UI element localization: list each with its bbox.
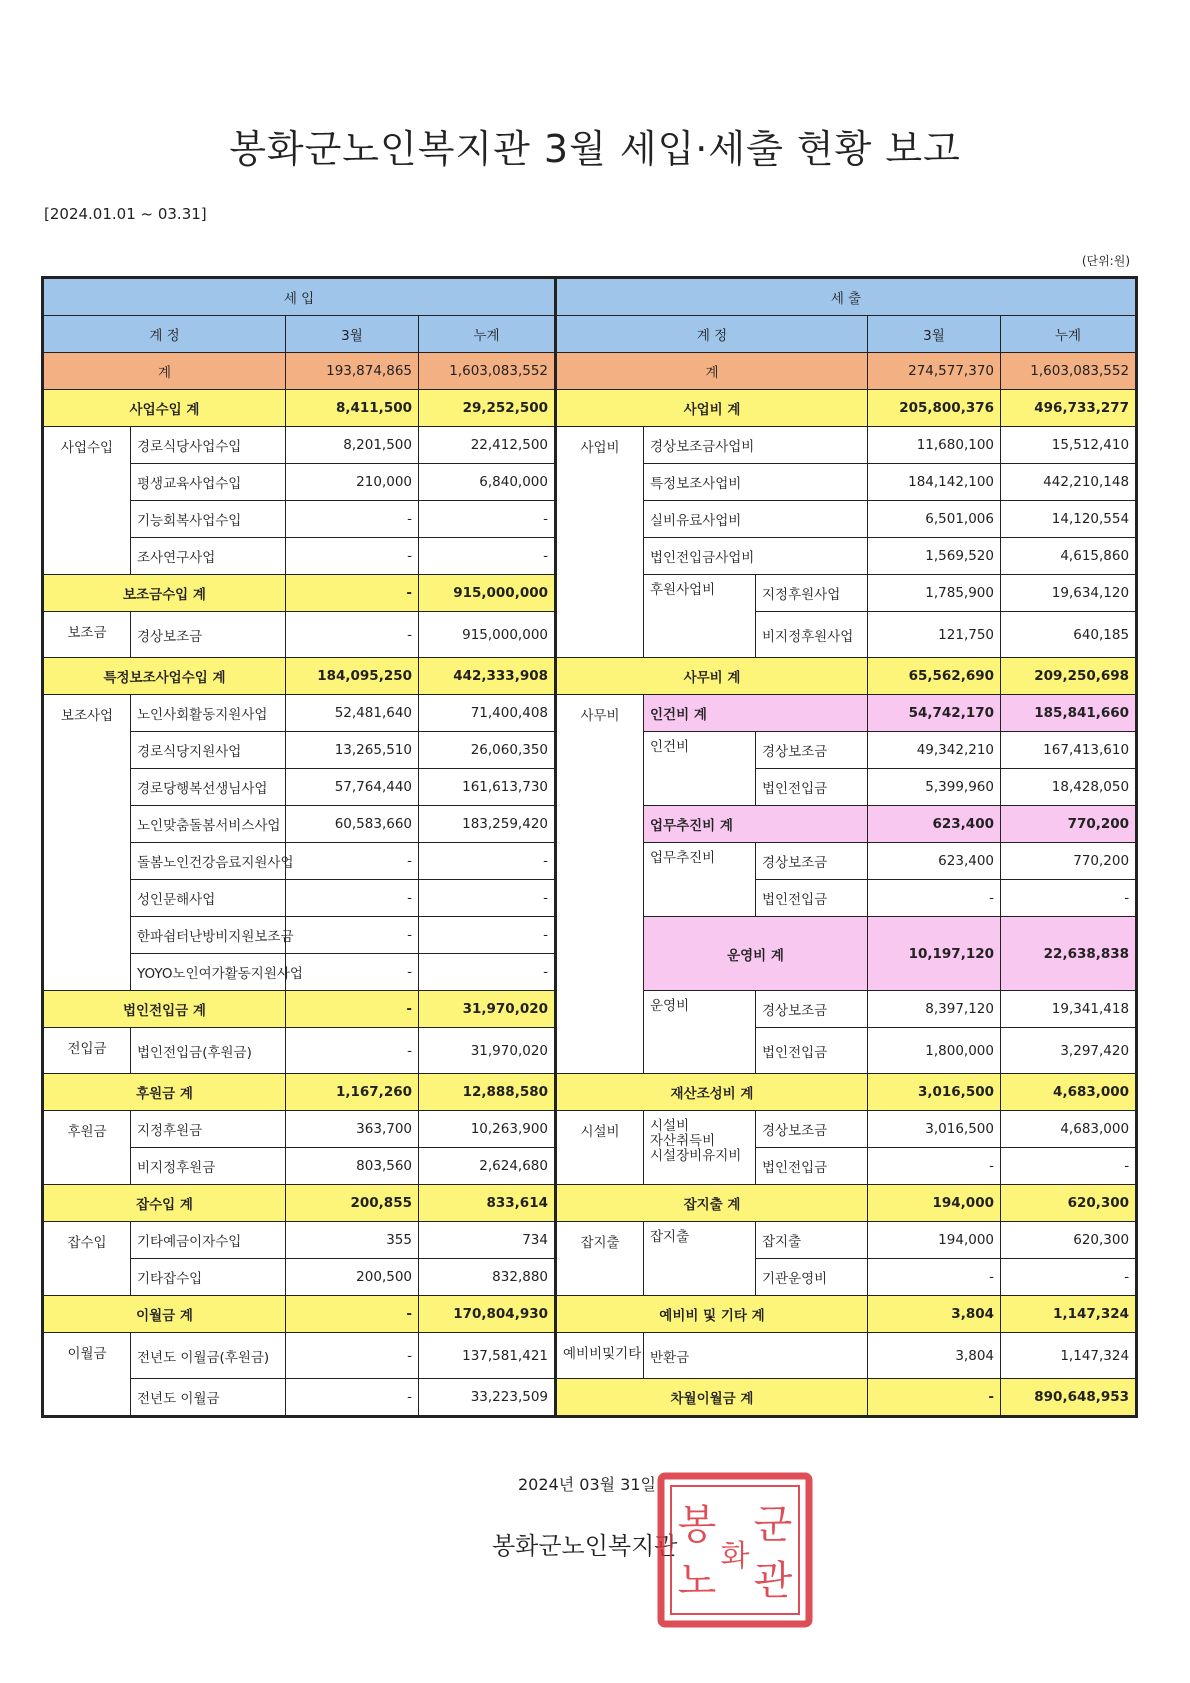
income-item-month: 363,700 (286, 1111, 419, 1148)
income-item-month: - (286, 538, 419, 575)
expense-account-header: 계 정 (556, 316, 868, 353)
expense-item-label: 경상보조금 (756, 732, 868, 769)
income-item-month: 200,500 (286, 1259, 419, 1296)
expense-item-month: 3,804 (868, 1333, 1001, 1379)
income-subtotal-month: 184,095,250 (286, 658, 419, 695)
expense-subtotal-label: 재산조성비 계 (556, 1074, 868, 1111)
expense-item-cumulative: 640,185 (1001, 612, 1137, 658)
expense-group-subtotal-month: 10,197,120 (868, 917, 1001, 991)
expense-item-month: 1,785,900 (868, 575, 1001, 612)
income-item-cumulative: - (419, 917, 556, 954)
income-subtotal-month: 8,411,500 (286, 390, 419, 427)
income-item-month: - (286, 1333, 419, 1379)
income-item-label: 지정후원금 (131, 1111, 286, 1148)
expense-subtotal-month: 3,016,500 (868, 1074, 1001, 1111)
income-item-label: 경상보조금 (131, 612, 286, 658)
table-row (43, 1296, 1137, 1333)
expense-item-label: 실비유료사업비 (644, 501, 868, 538)
income-subtotal-month: 200,855 (286, 1185, 419, 1222)
expense-item-cumulative: - (1001, 1148, 1137, 1185)
expense-item-label: 비지정후원사업 (756, 612, 868, 658)
expense-subtotal-cumulative: 4,683,000 (1001, 1074, 1137, 1111)
income-item-month: 8,201,500 (286, 427, 419, 464)
expense-subtotal-label: 차월이월금 계 (556, 1379, 868, 1417)
income-item-cumulative: 734 (419, 1222, 556, 1259)
income-item-label: 노인사회활동지원사업 (131, 695, 286, 732)
expense-item-label: 법인전입금 (756, 1148, 868, 1185)
expense-category: 시설비 (556, 1111, 644, 1185)
expense-group-subtotal-month: 54,742,170 (868, 695, 1001, 732)
income-item-month: - (286, 880, 419, 917)
table-row (43, 658, 1137, 695)
seal-text: 관 (753, 1558, 793, 1604)
expense-item-month: - (868, 1259, 1001, 1296)
expense-subtotal-label: 예비비 및 기타 계 (556, 1296, 868, 1333)
expense-subtotal-month: - (868, 1379, 1001, 1417)
table-row (43, 1222, 1137, 1259)
expense-item-cumulative: - (1001, 1259, 1137, 1296)
income-subtotal-label: 잡수입 계 (43, 1185, 286, 1222)
income-item-label: YOYO노인여가활동지원사업 (131, 954, 286, 991)
income-subtotal-label: 법인전입금 계 (43, 991, 286, 1028)
income-item-cumulative: 2,624,680 (419, 1148, 556, 1185)
expense-group-subtotal-label: 업무추진비 계 (644, 806, 868, 843)
expense-item-label: 특정보조사업비 (644, 464, 868, 501)
expense-category: 사업비 (556, 427, 644, 658)
income-item-cumulative: 183,259,420 (419, 806, 556, 843)
seal-text: 군 (753, 1502, 793, 1548)
table-row (43, 1333, 1137, 1379)
expense-subtotal-cumulative: 620,300 (1001, 1185, 1137, 1222)
income-item-month: - (286, 843, 419, 880)
income-item-month: - (286, 954, 419, 991)
income-item-label: 기타예금이자수입 (131, 1222, 286, 1259)
expense-subcategory: 후원사업비 (644, 575, 756, 658)
expense-item-label: 경상보조금 (756, 1111, 868, 1148)
income-subtotal-cumulative: 170,804,930 (419, 1296, 556, 1333)
income-item-label: 평생교육사업수입 (131, 464, 286, 501)
income-item-month: - (286, 501, 419, 538)
income-item-cumulative: - (419, 843, 556, 880)
expense-subtotal-month: 65,562,690 (868, 658, 1001, 695)
income-item-cumulative: 10,263,900 (419, 1111, 556, 1148)
table-row (43, 390, 1137, 427)
expense-item-cumulative: 3,297,420 (1001, 1028, 1137, 1074)
income-item-label: 경로식당사업수입 (131, 427, 286, 464)
expense-item-month: 121,750 (868, 612, 1001, 658)
table-row (43, 427, 1137, 464)
expense-total-label: 계 (556, 353, 868, 390)
income-item-cumulative: 137,581,421 (419, 1333, 556, 1379)
official-seal (655, 1470, 815, 1630)
page-title: 봉화군노인복지관 3월 세입·세출 현황 보고 (229, 127, 961, 171)
income-subtotal-month: - (286, 575, 419, 612)
expense-item-cumulative: 1,147,324 (1001, 1333, 1137, 1379)
expense-group-subtotal-month: 623,400 (868, 806, 1001, 843)
expense-item-month: 184,142,100 (868, 464, 1001, 501)
expense-item-month: 11,680,100 (868, 427, 1001, 464)
income-item-label: 기능회복사업수입 (131, 501, 286, 538)
income-category: 사업수입 (43, 427, 131, 575)
expense-subcategory: 운영비 (644, 991, 756, 1074)
income-item-cumulative: 6,840,000 (419, 464, 556, 501)
income-item-month: 13,265,510 (286, 732, 419, 769)
income-subtotal-label: 사업수입 계 (43, 390, 286, 427)
income-item-month: 52,481,640 (286, 695, 419, 732)
income-item-cumulative: - (419, 501, 556, 538)
income-cumulative-header: 누계 (419, 316, 556, 353)
organization-name: 봉화군노인복지관 (492, 1532, 678, 1560)
table-row (43, 695, 1137, 732)
expense-item-cumulative: 770,200 (1001, 843, 1137, 880)
expense-subtotal-label: 사업비 계 (556, 390, 868, 427)
income-subtotal-month: - (286, 1296, 419, 1333)
expense-item-label: 반환금 (644, 1333, 868, 1379)
expense-item-month: 623,400 (868, 843, 1001, 880)
table-row (43, 1379, 1137, 1417)
table-row (43, 1111, 1137, 1148)
expense-cumulative-header: 누계 (1001, 316, 1137, 353)
expense-item-cumulative: 19,341,418 (1001, 991, 1137, 1028)
income-subtotal-cumulative: 31,970,020 (419, 991, 556, 1028)
expense-item-cumulative: 4,615,860 (1001, 538, 1137, 575)
expense-item-cumulative: 4,683,000 (1001, 1111, 1137, 1148)
income-item-label: 조사연구사업 (131, 538, 286, 575)
expense-item-label: 법인전입금 (756, 769, 868, 806)
income-item-cumulative: - (419, 954, 556, 991)
expense-item-cumulative: 15,512,410 (1001, 427, 1137, 464)
expense-subtotal-month: 205,800,376 (868, 390, 1001, 427)
income-account-header: 계 정 (43, 316, 286, 353)
income-month-header: 3월 (286, 316, 419, 353)
expense-item-month: 3,016,500 (868, 1111, 1001, 1148)
income-item-label: 전년도 이월금(후원금) (131, 1333, 286, 1379)
income-item-label: 노인맞춤돌봄서비스사업 (131, 806, 286, 843)
income-item-label: 기타잡수입 (131, 1259, 286, 1296)
expense-group-subtotal-label: 운영비 계 (644, 917, 868, 991)
expense-item-label: 잡지출 (756, 1222, 868, 1259)
income-item-label: 한파쉼터난방비지원보조금 (131, 917, 286, 954)
income-subtotal-cumulative: 29,252,500 (419, 390, 556, 427)
income-category: 이월금 (43, 1333, 131, 1417)
income-subtotal-cumulative: 12,888,580 (419, 1074, 556, 1111)
income-item-cumulative: 31,970,020 (419, 1028, 556, 1074)
expense-group-subtotal-cumulative: 185,841,660 (1001, 695, 1137, 732)
expense-item-cumulative: 18,428,050 (1001, 769, 1137, 806)
expense-category: 예비비및기타 (556, 1333, 644, 1379)
income-item-month: - (286, 1379, 419, 1417)
expense-subtotal-cumulative: 890,648,953 (1001, 1379, 1137, 1417)
income-item-label: 성인문해사업 (131, 880, 286, 917)
expense-item-month: - (868, 880, 1001, 917)
expense-item-month: - (868, 1148, 1001, 1185)
income-item-month: 60,583,660 (286, 806, 419, 843)
income-category: 보조금 (43, 612, 131, 658)
income-subtotal-label: 후원금 계 (43, 1074, 286, 1111)
expense-subcategory: 잡지출 (644, 1222, 756, 1296)
income-item-cumulative: 22,412,500 (419, 427, 556, 464)
income-item-month: - (286, 612, 419, 658)
table-row (43, 1185, 1137, 1222)
income-item-cumulative: - (419, 538, 556, 575)
income-item-month: 803,560 (286, 1148, 419, 1185)
expense-group-subtotal-cumulative: 770,200 (1001, 806, 1137, 843)
expense-item-cumulative: 167,413,610 (1001, 732, 1137, 769)
expense-item-month: 5,399,960 (868, 769, 1001, 806)
income-item-month: 210,000 (286, 464, 419, 501)
expense-item-label: 경상보조금 (756, 843, 868, 880)
income-category: 잡수입 (43, 1222, 131, 1296)
income-item-cumulative: 161,613,730 (419, 769, 556, 806)
expense-subtotal-label: 잡지출 계 (556, 1185, 868, 1222)
income-item-label: 경로식당지원사업 (131, 732, 286, 769)
expense-item-cumulative: 620,300 (1001, 1222, 1137, 1259)
expense-item-cumulative: 19,634,120 (1001, 575, 1137, 612)
income-item-label: 돌봄노인건강음료지원사업 (131, 843, 286, 880)
expense-item-month: 8,397,120 (868, 991, 1001, 1028)
expense-item-cumulative: - (1001, 880, 1137, 917)
expense-subtotal-month: 194,000 (868, 1185, 1001, 1222)
income-item-cumulative: 26,060,350 (419, 732, 556, 769)
expense-subtotal-cumulative: 496,733,277 (1001, 390, 1137, 427)
expense-total-month: 274,577,370 (868, 353, 1001, 390)
report-period: [2024.01.01 ~ 03.31] (44, 205, 207, 223)
income-total-month: 193,874,865 (286, 353, 419, 390)
seal-text: 봉 (677, 1502, 717, 1548)
expense-header: 세 출 (556, 278, 1137, 316)
income-subtotal-label: 이월금 계 (43, 1296, 286, 1333)
expense-subtotal-cumulative: 1,147,324 (1001, 1296, 1137, 1333)
expense-item-label: 지정후원사업 (756, 575, 868, 612)
expense-item-month: 6,501,006 (868, 501, 1001, 538)
income-total-cumulative: 1,603,083,552 (419, 353, 556, 390)
income-subtotal-cumulative: 442,333,908 (419, 658, 556, 695)
income-item-cumulative: 33,223,509 (419, 1379, 556, 1417)
expense-item-label: 경상보조금 (756, 991, 868, 1028)
unit-label: (단위:원) (1081, 254, 1130, 268)
income-item-month: 355 (286, 1222, 419, 1259)
expense-item-label: 법인전입금사업비 (644, 538, 868, 575)
income-item-cumulative: - (419, 880, 556, 917)
expense-total-cumulative: 1,603,083,552 (1001, 353, 1137, 390)
income-item-cumulative: 915,000,000 (419, 612, 556, 658)
expense-group-subtotal-label: 인건비 계 (644, 695, 868, 732)
expense-item-label: 법인전입금 (756, 1028, 868, 1074)
expense-item-month: 1,800,000 (868, 1028, 1001, 1074)
income-item-cumulative: 71,400,408 (419, 695, 556, 732)
income-item-label: 비지정후원금 (131, 1148, 286, 1185)
expense-subcategory: 인건비 (644, 732, 756, 806)
income-category: 전입금 (43, 1028, 131, 1074)
expense-subtotal-label: 사무비 계 (556, 658, 868, 695)
expense-subtotal-cumulative: 209,250,698 (1001, 658, 1137, 695)
income-item-month: 57,764,440 (286, 769, 419, 806)
expense-subcategory: 시설비 자산취득비 시설장비유지비 (644, 1111, 756, 1185)
income-total-label: 계 (43, 353, 286, 390)
expense-category: 사무비 (556, 695, 644, 1074)
expense-item-month: 194,000 (868, 1222, 1001, 1259)
income-item-label: 경로당행복선생님사업 (131, 769, 286, 806)
income-subtotal-month: - (286, 991, 419, 1028)
expense-subtotal-month: 3,804 (868, 1296, 1001, 1333)
budget-table (41, 276, 1138, 1418)
expense-category: 잡지출 (556, 1222, 644, 1296)
expense-group-subtotal-cumulative: 22,638,838 (1001, 917, 1137, 991)
table-row (43, 1074, 1137, 1111)
seal-text: 화 (720, 1539, 750, 1574)
expense-item-cumulative: 442,210,148 (1001, 464, 1137, 501)
income-item-month: - (286, 1028, 419, 1074)
report-date: 2024년 03월 31일 (518, 1475, 656, 1494)
income-item-cumulative: 832,880 (419, 1259, 556, 1296)
income-category: 보조사업 (43, 695, 131, 991)
income-item-label: 법인전입금(후원금) (131, 1028, 286, 1074)
seal-text: 노 (677, 1558, 717, 1604)
expense-item-label: 법인전입금 (756, 880, 868, 917)
income-subtotal-cumulative: 833,614 (419, 1185, 556, 1222)
expense-item-label: 경상보조금사업비 (644, 427, 868, 464)
income-subtotal-label: 특정보조사업수입 계 (43, 658, 286, 695)
expense-item-month: 1,569,520 (868, 538, 1001, 575)
income-item-label: 전년도 이월금 (131, 1379, 286, 1417)
expense-item-month: 49,342,210 (868, 732, 1001, 769)
income-header: 세 입 (43, 278, 556, 316)
expense-month-header: 3월 (868, 316, 1001, 353)
income-subtotal-cumulative: 915,000,000 (419, 575, 556, 612)
income-subtotal-month: 1,167,260 (286, 1074, 419, 1111)
expense-item-cumulative: 14,120,554 (1001, 501, 1137, 538)
income-item-month: - (286, 917, 419, 954)
expense-item-label: 기관운영비 (756, 1259, 868, 1296)
expense-subcategory: 업무추진비 (644, 843, 756, 917)
income-subtotal-label: 보조금수입 계 (43, 575, 286, 612)
income-category: 후원금 (43, 1111, 131, 1185)
